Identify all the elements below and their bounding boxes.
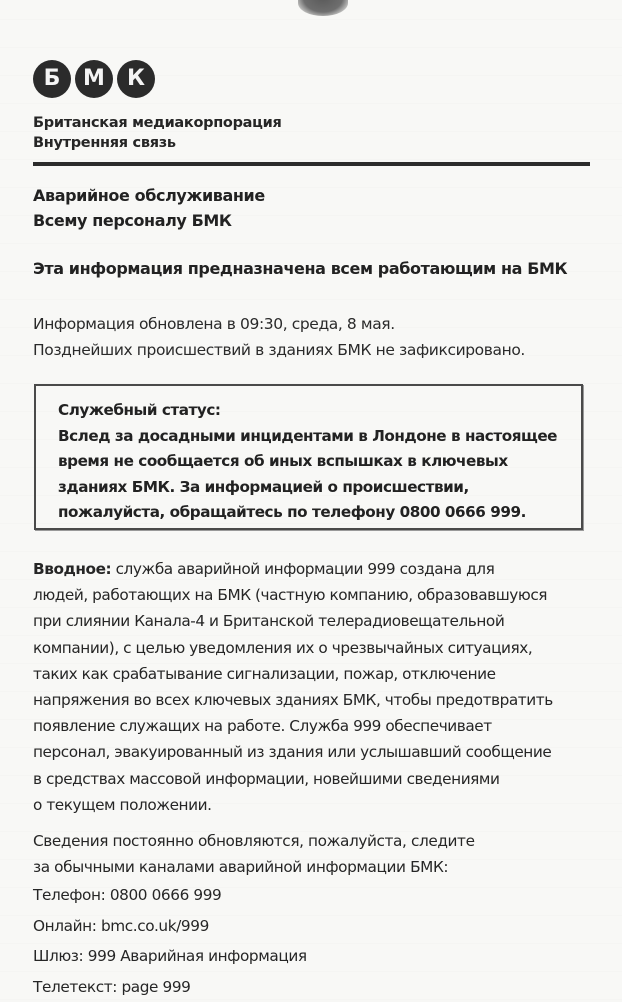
channel-label: Шлюз: bbox=[33, 947, 83, 965]
channel-teletext bbox=[33, 972, 475, 1002]
channels-intro-line: Сведения постоянно обновляются, пожалуйста, следите bbox=[33, 828, 475, 854]
logo-letter-k-icon: К bbox=[117, 60, 155, 98]
phone-number: 0800 0666 999 bbox=[110, 886, 222, 904]
intro-first-line bbox=[33, 556, 593, 582]
status-box-line: пожалуйста, обращайтесь по телефону 0800 0666 999. bbox=[58, 500, 581, 526]
channel-online bbox=[33, 911, 475, 942]
intro-line: таких как срабатывание сигнализации, пожар, отключение bbox=[33, 661, 593, 687]
channel-label: Онлайн: bbox=[33, 917, 97, 935]
memo-recipients: Всему персоналу БМК bbox=[33, 208, 265, 233]
memo-title: Аварийное обслуживание bbox=[33, 183, 265, 208]
intro-first-line-text: служба аварийной информации 999 создана для bbox=[111, 560, 494, 578]
teletext-page: page 999 bbox=[121, 978, 190, 996]
intro-line: появление служащих на работе. Служба 999 обеспечивает bbox=[33, 713, 593, 739]
header-divider bbox=[33, 162, 590, 166]
organization-name: Британская медиакорпорация bbox=[33, 113, 281, 133]
status-box-title: Служебный статус: bbox=[58, 398, 581, 424]
audience-note: Эта информация предназначена всем работающим на БМК bbox=[33, 259, 567, 278]
intro-line: компании), с целью уведомления их о чрезвычайных ситуациях, bbox=[33, 635, 593, 661]
status-box-line: время не сообщается об иных вспышках в ключевых bbox=[58, 449, 581, 475]
channel-label: Телефон: bbox=[33, 886, 105, 904]
update-timestamp: Информация обновлена в 09:30, среда, 8 мая. bbox=[33, 311, 525, 337]
intro-line: в средствах массовой информации, новейшими сведениями bbox=[33, 766, 593, 792]
channels-intro-line: за обычными каналами аварийной информации БМК: bbox=[33, 854, 475, 880]
organization-block bbox=[33, 113, 281, 153]
logo-letter-b-icon: Б bbox=[33, 60, 71, 98]
intro-line: при слиянии Канала-4 и Британской телерадиовещательной bbox=[33, 608, 593, 634]
online-address: bmc.co.uk/999 bbox=[101, 917, 209, 935]
gateway-name: 999 Аварийная информация bbox=[88, 947, 307, 965]
intro-line: людей, работающих на БМК (частную компанию, образовавшуюся bbox=[33, 582, 593, 608]
department-name: Внутренняя связь bbox=[33, 133, 281, 153]
intro-line: персонал, эвакуированный из здания или услышавший сообщение bbox=[33, 739, 593, 765]
status-box-line: зданиях БМК. За информацией о происшествии, bbox=[58, 475, 581, 501]
memo-heading bbox=[33, 183, 265, 233]
intro-line: напряжения во всех ключевых зданиях БМК, чтобы предотвратить bbox=[33, 687, 593, 713]
logo-letter-m-icon: М bbox=[75, 60, 113, 98]
intro-line: о текущем положении. bbox=[33, 792, 593, 818]
intro-paragraph bbox=[33, 556, 593, 818]
service-status-box bbox=[34, 384, 583, 530]
channel-label: Телетекст: bbox=[33, 978, 117, 996]
channel-gateway bbox=[33, 941, 475, 972]
update-info bbox=[33, 311, 525, 363]
channel-phone bbox=[33, 880, 475, 911]
emergency-channels bbox=[33, 828, 475, 1002]
incident-status-line: Позднейших происшествий в зданиях БМК не зафиксировано. bbox=[33, 337, 525, 363]
bmc-logo bbox=[33, 60, 155, 98]
status-box-line: Вслед за досадными инцидентами в Лондоне в настоящее bbox=[58, 424, 581, 450]
intro-lead-label: Вводное: bbox=[33, 560, 111, 578]
